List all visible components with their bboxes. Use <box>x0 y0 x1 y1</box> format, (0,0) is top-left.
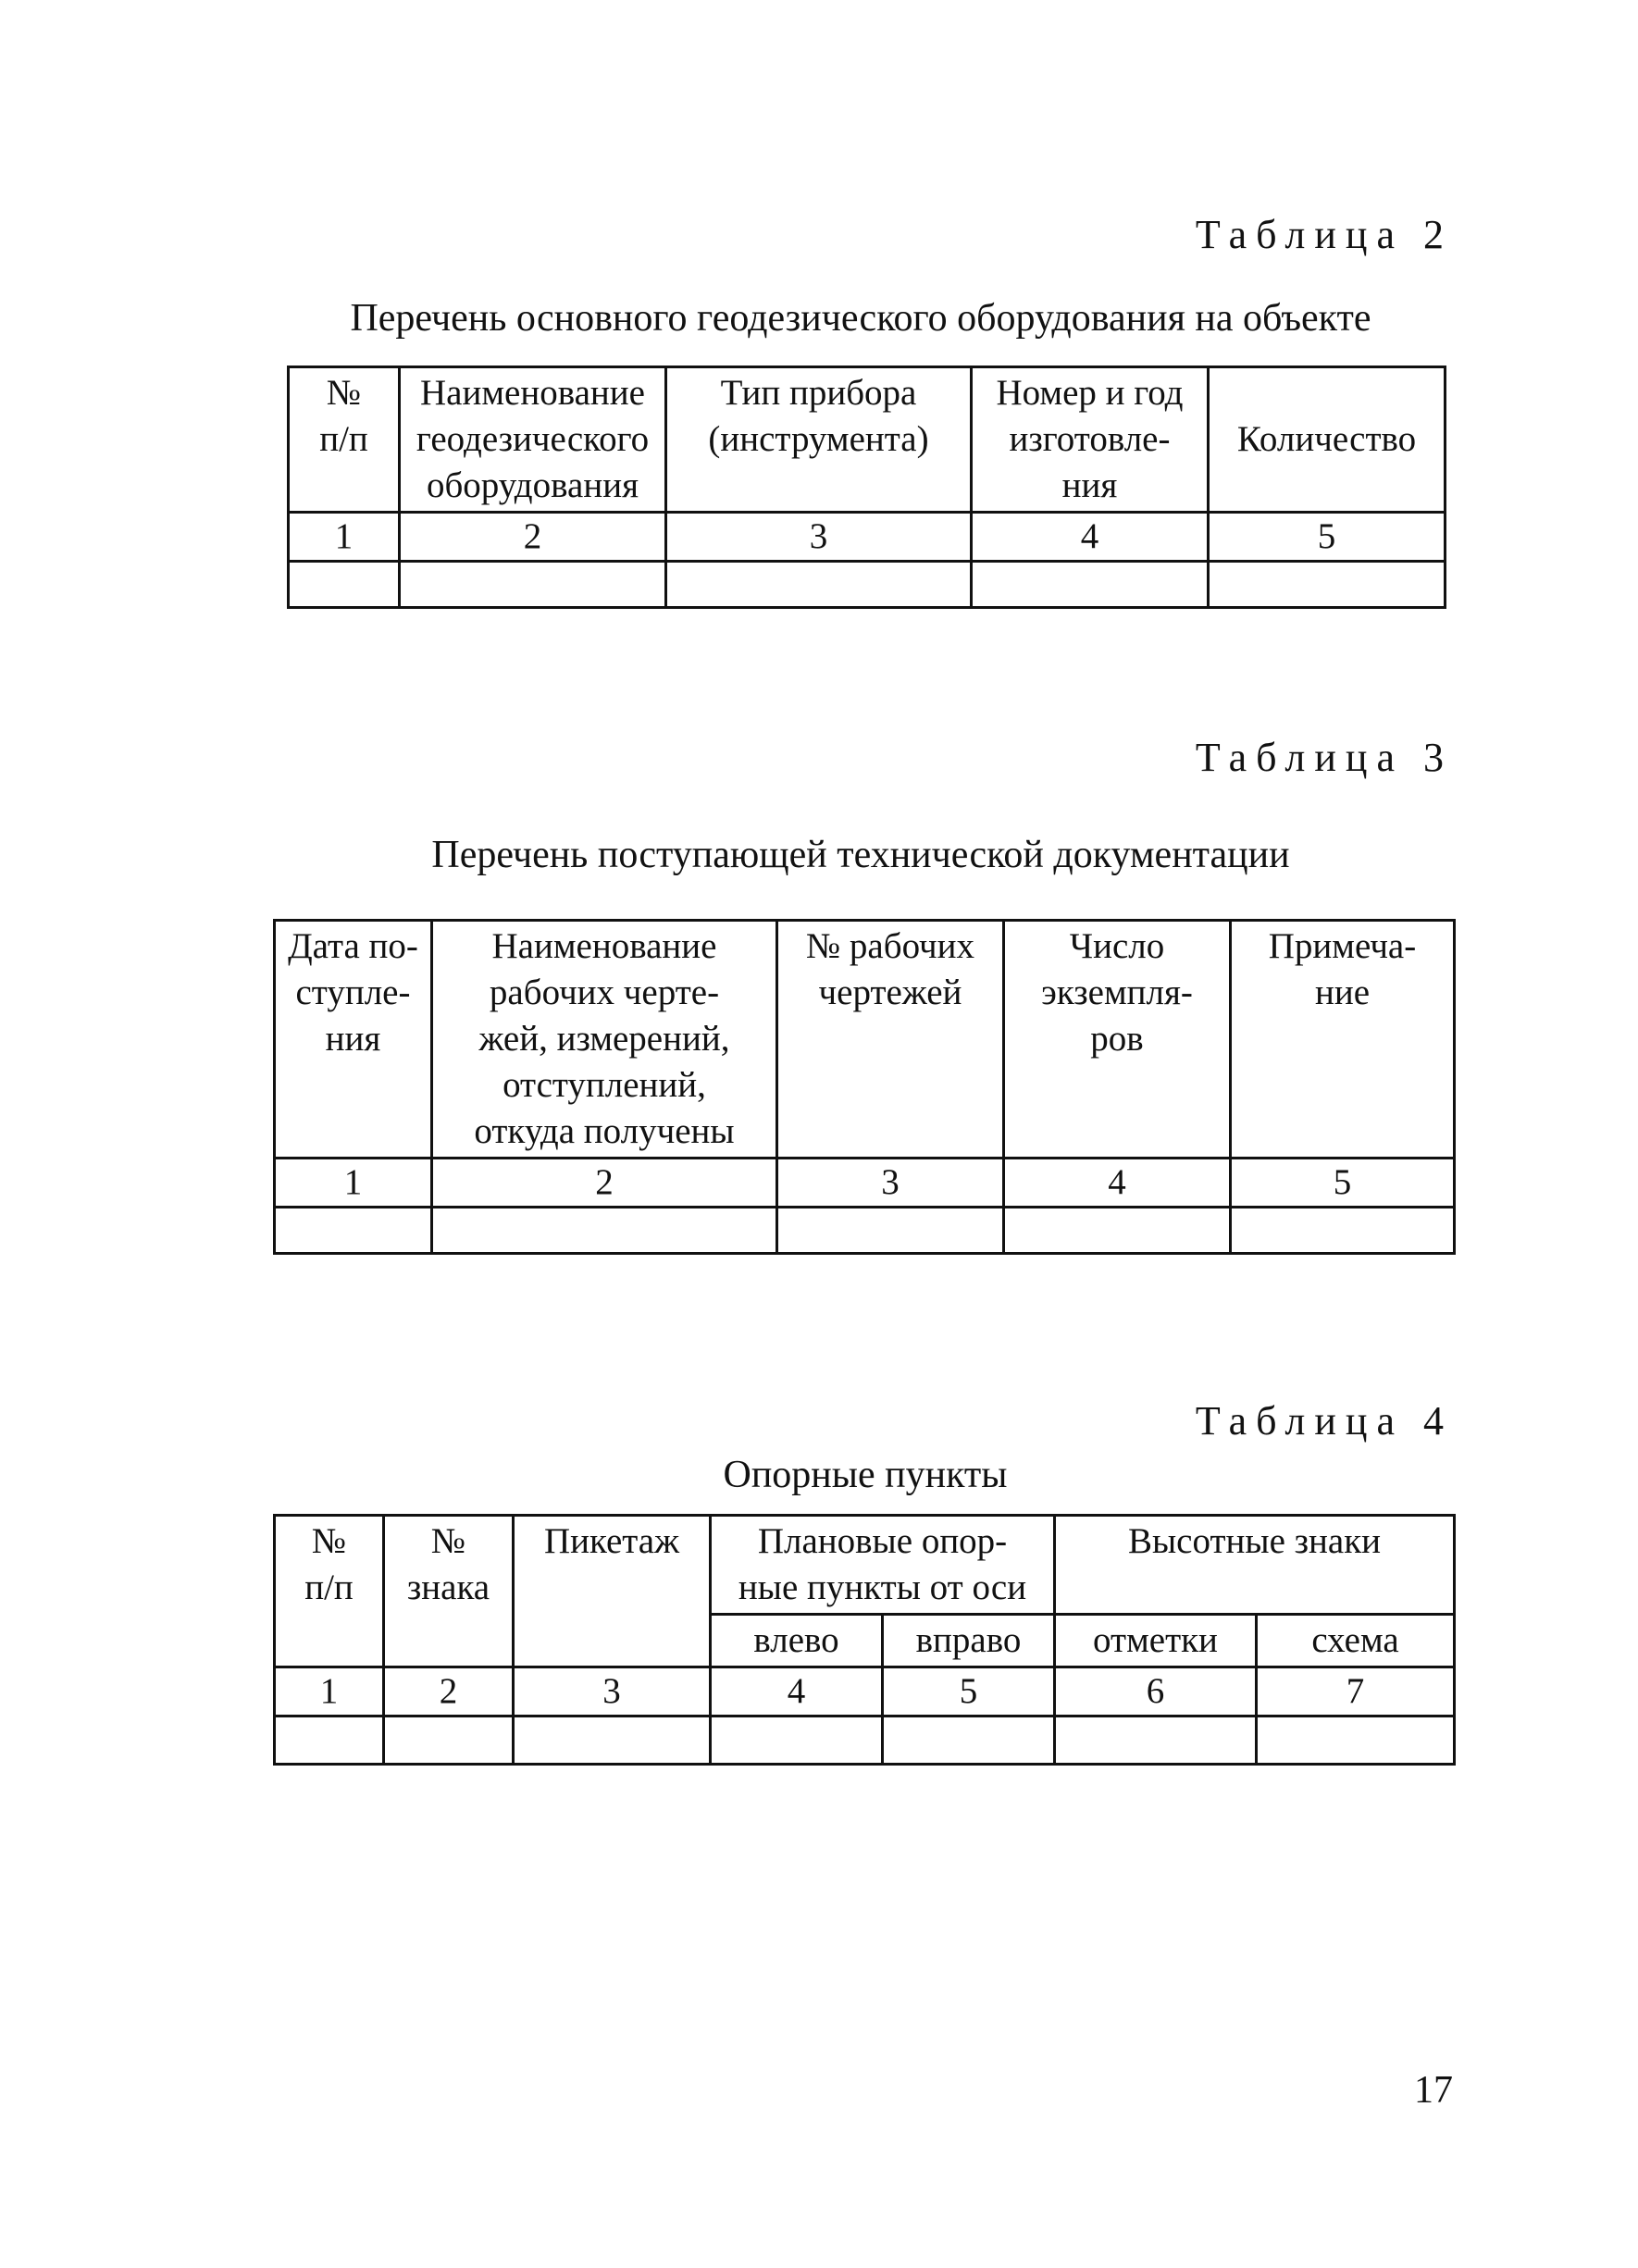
table2-number-cell: 4 <box>972 513 1209 562</box>
table4-number-cell: 7 <box>1257 1667 1455 1716</box>
table4-empty-row <box>275 1716 1455 1765</box>
table4-subheader-cell: схема <box>1257 1615 1455 1667</box>
table4-empty-cell <box>1257 1716 1455 1765</box>
table4-number-cell: 5 <box>883 1667 1055 1716</box>
table2-empty-cell <box>400 562 666 608</box>
page-number: 17 <box>1414 2069 1453 2112</box>
table4-number-cell: 3 <box>514 1667 711 1716</box>
table4-subheader-cell: отметки <box>1055 1615 1257 1667</box>
table4-empty-cell <box>711 1716 883 1765</box>
table2-empty-cell <box>972 562 1209 608</box>
table2-empty-row <box>289 562 1446 608</box>
table3-empty-cell <box>777 1208 1004 1254</box>
table3-label: Таблица 3 <box>1195 735 1453 780</box>
table2-number-cell: 3 <box>666 513 972 562</box>
table4-caption: Опорные пункты <box>723 1454 1008 1496</box>
table2 <box>287 366 1446 609</box>
table3-caption: Перечень поступающей технической документации <box>431 834 1290 876</box>
table2-empty-cell <box>289 562 400 608</box>
table4-header-row <box>275 1516 1455 1615</box>
table3-header-cell: № рабочих чертежей <box>777 921 1004 1159</box>
table3-number-cell: 2 <box>432 1159 777 1208</box>
table2-number-row <box>289 513 1446 562</box>
table2-header-cell: № п/п <box>289 367 400 513</box>
table3-number-cell: 1 <box>275 1159 432 1208</box>
table2-label: Таблица 2 <box>1195 212 1453 257</box>
table4 <box>273 1514 1456 1766</box>
table4-number-cell: 6 <box>1055 1667 1257 1716</box>
table4-group-header: Плановые опор- ные пункты от оси <box>711 1516 1055 1615</box>
table4-empty-cell <box>384 1716 514 1765</box>
table4-number-cell: 1 <box>275 1667 384 1716</box>
table3-header-cell: Примеча- ние <box>1231 921 1455 1159</box>
table2-empty-cell <box>1209 562 1446 608</box>
table4-number-cell: 2 <box>384 1667 514 1716</box>
table2-number-cell: 1 <box>289 513 400 562</box>
table4-empty-cell <box>1055 1716 1257 1765</box>
table3-number-cell: 3 <box>777 1159 1004 1208</box>
table2-header-cell: Тип прибора (инструмента) <box>666 367 972 513</box>
table2-number-cell: 5 <box>1209 513 1446 562</box>
table2-empty-cell <box>666 562 972 608</box>
table3 <box>273 919 1456 1255</box>
table4-number-row <box>275 1667 1455 1716</box>
table4-subheader-cell: влево <box>711 1615 883 1667</box>
table4-empty-cell <box>883 1716 1055 1765</box>
table4-subheader-cell: вправо <box>883 1615 1055 1667</box>
table4-group-header: Высотные знаки <box>1055 1516 1455 1615</box>
table3-header-cell: Дата по- ступле- ния <box>275 921 432 1159</box>
table2-header-cell: Количество <box>1209 367 1446 513</box>
table3-empty-cell <box>432 1208 777 1254</box>
table2-number-cell: 2 <box>400 513 666 562</box>
table3-empty-row <box>275 1208 1455 1254</box>
table2-caption: Перечень основного геодезического оборудования на объекте <box>350 297 1371 340</box>
table3-empty-cell <box>1231 1208 1455 1254</box>
table3-number-cell: 4 <box>1004 1159 1231 1208</box>
table4-empty-cell <box>275 1716 384 1765</box>
table3-header-cell: Число экземпля- ров <box>1004 921 1231 1159</box>
table3-header-row <box>275 921 1455 1159</box>
table3-empty-cell <box>1004 1208 1231 1254</box>
table4-empty-cell <box>514 1716 711 1765</box>
table3-number-row <box>275 1159 1455 1208</box>
table4-header-cell: № п/п <box>275 1516 384 1667</box>
table4-header-cell: Пикетаж <box>514 1516 711 1667</box>
table2-header-row <box>289 367 1446 513</box>
table3-number-cell: 5 <box>1231 1159 1455 1208</box>
table2-header-cell: Номер и год изготовле- ния <box>972 367 1209 513</box>
table3-empty-cell <box>275 1208 432 1254</box>
table4-label: Таблица 4 <box>1195 1398 1453 1444</box>
table4-header-cell: № знака <box>384 1516 514 1667</box>
table2-header-cell: Наименование геодезического оборудования <box>400 367 666 513</box>
table4-number-cell: 4 <box>711 1667 883 1716</box>
table3-header-cell: Наименование рабочих черте- жей, измерений, отступлений, откуда получены <box>432 921 777 1159</box>
